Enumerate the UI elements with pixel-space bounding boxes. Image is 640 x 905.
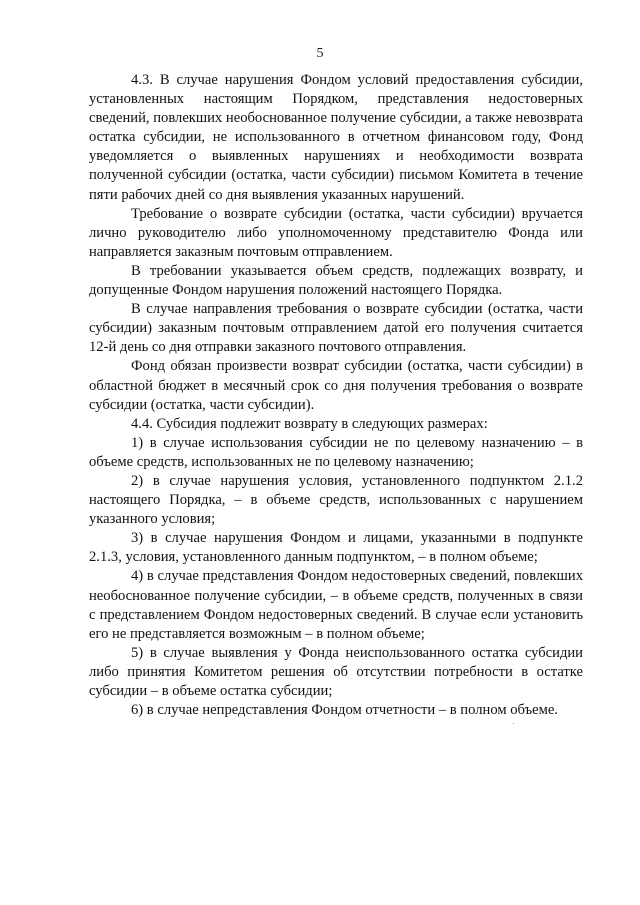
- list-item-2: 2) в случае нарушения условия, установленного подпунктом 2.1.2 настоящего Порядка, – в объеме средств, использованных с нарушением указанного условия;: [89, 472, 583, 528]
- list-item-3: 3) в случае нарушения Фондом и лицами, указанными в подпункте 2.1.3, условия, установленного данным подпунктом, – в полном объеме;: [89, 530, 583, 566]
- list-item-5: 5) в случае выявления у Фонда неиспользованного остатка субсидии либо принятия Комитетом решения об отсутствии потребности в остатке субсидии – в объеме остатка субсидии;: [89, 644, 583, 699]
- paragraph-postal-receipt: В случае направления требования о возврате субсидии (остатка, части субсидии) заказным почтовым отправлением датой его получения считается 12-й день со дня отправки заказного почтового отправления.: [89, 301, 583, 356]
- paragraph-return-demand: Требование о возврате субсидии (остатка, части субсидии) вручается лично руководителю либо уполномоченному представителю Фонда или направляется заказным почтовым отправлением.: [89, 205, 583, 260]
- list-item-4: 4) в случае представления Фондом недостоверных сведений, повлекших необоснованное получение субсидии, – в объеме средств, полученных в связи с представлением Фондом недостоверных сведений. В случае если установить его не представляется возможным – в полном объеме;: [89, 568, 583, 642]
- paragraph-return-obligation: Фонд обязан произвести возврат субсидии (остатка, части субсидии) в областной бюджет в месячный срок со дня получения требования о возврате субсидии (остатка, части субсидии).: [89, 358, 583, 413]
- paragraph-demand-contents: В требовании указывается объем средств, подлежащих возврату, и допущенные Фондом нарушения положений настоящего Порядка.: [89, 262, 583, 299]
- list-item-6: 6) в случае непредставления Фондом отчетности – в полном объеме.: [131, 702, 558, 719]
- list-item-1: 1) в случае использования субсидии не по целевому назначению – в объеме средств, использованных не по целевому назначению;: [89, 434, 583, 470]
- paragraph-4-4: 4.4. Субсидия подлежит возврату в следующих размерах:: [131, 415, 488, 432]
- scan-speck: [513, 723, 514, 724]
- paragraph-4-3: 4.3. В случае нарушения Фондом условий предоставления субсидии, установленных настоящим Порядком, представления недостоверных сведений, повлекших необоснованное получение субсидии, а также невозврата остатка субсидии, не использованного в отчетном финансовом году, Фонд уведомляется о выявленных нарушениях и необходимости возврата полученной субсидии (остатка, части субсидии) письмом Комитета в течение пяти рабочих дней со дня выявления указанных нарушений.: [89, 72, 583, 203]
- page-number: 5: [316, 46, 324, 61]
- document-body: [89, 71, 583, 720]
